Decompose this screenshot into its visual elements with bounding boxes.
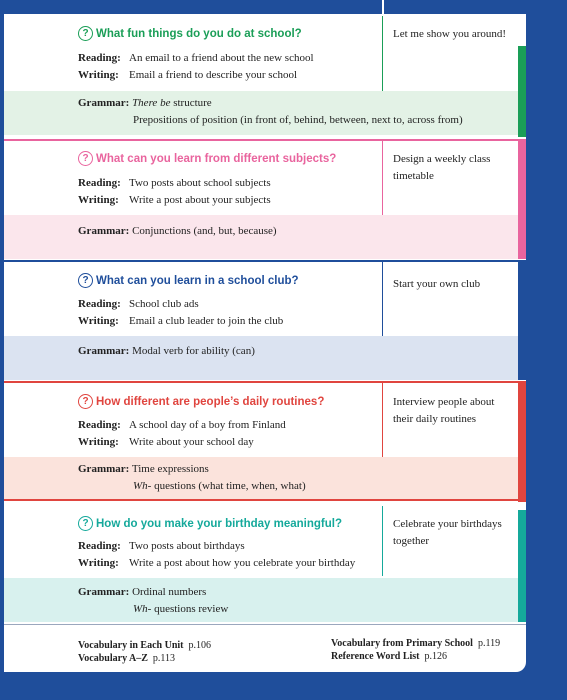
unit-5-project: Celebrate your birthdays together xyxy=(393,518,502,547)
vocab-a-z-link[interactable]: Vocabulary A–Z p.113 xyxy=(78,653,176,664)
contents-page xyxy=(4,0,526,672)
unit-3-block xyxy=(4,260,526,380)
question-icon: ? xyxy=(78,151,93,166)
unit-2-question: ? What can you learn from different subjects? xyxy=(78,151,336,166)
unit-3-reading: Reading: School club ads xyxy=(78,298,199,310)
unit-2-grammar: Grammar: Conjunctions (and, but, because) xyxy=(4,215,518,259)
unit-1-reading: Reading: An email to a friend about the new school xyxy=(78,52,314,64)
unit-5-question: ? How do you make your birthday meaningful? xyxy=(78,516,342,531)
unit-2-block xyxy=(4,139,526,259)
unit-5-block xyxy=(4,504,526,622)
unit-1-grammar: Grammar: There be structure Prepositions of position (in front of, behind, between, next to, across from) xyxy=(4,91,518,135)
unit-4-reading: Reading: A school day of a boy from Finland xyxy=(78,419,286,431)
unit-4-color-bar xyxy=(518,381,526,502)
unit-3-question: ? What can you learn in a school club? xyxy=(78,273,299,288)
unit-3-grammar: Grammar: Modal verb for ability (can) xyxy=(4,336,518,380)
unit-4-question: ? How different are people’s daily routines? xyxy=(78,394,324,409)
unit-1-project: Let me show you around! xyxy=(393,28,507,40)
reference-word-list-link[interactable]: Reference Word List p.126 xyxy=(331,651,448,662)
unit-5-reading: Reading: Two posts about birthdays xyxy=(78,540,245,552)
question-icon: ? xyxy=(78,516,93,531)
unit-4-block xyxy=(4,381,526,502)
unit-5-writing: Writing: Write a post about how you celebrate your birthday xyxy=(78,557,356,569)
unit-5-grammar: Grammar: Ordinal numbers Wh- questions review xyxy=(4,578,518,622)
unit-3-writing: Writing: Email a club leader to join the club xyxy=(78,315,284,327)
unit-2-writing: Writing: Write a post about your subjects xyxy=(78,194,271,206)
unit-5-color-bar xyxy=(518,510,526,622)
unit-1-color-bar xyxy=(518,46,526,137)
unit-2-reading: Reading: Two posts about school subjects xyxy=(78,177,271,189)
unit-4-grammar: Grammar: Time expressions Wh- questions (what time, when, what) xyxy=(4,457,518,501)
unit-1-block xyxy=(4,14,526,137)
question-icon: ? xyxy=(78,26,93,41)
unit-1-writing: Writing: Email a friend to describe your school xyxy=(78,69,298,81)
top-header-bar xyxy=(4,0,526,14)
unit-3-color-bar xyxy=(518,260,526,380)
unit-4-writing: Writing: Write about your school day xyxy=(78,436,254,448)
reference-footer xyxy=(4,624,526,672)
unit-2-color-bar xyxy=(518,139,526,259)
vocab-each-unit-link[interactable]: Vocabulary in Each Unit p.106 xyxy=(78,640,211,651)
unit-3-project: Start your own club xyxy=(393,278,481,290)
unit-1-question: ? What fun things do you do at school? xyxy=(78,26,302,41)
unit-4-project: Interview people about their daily routines xyxy=(393,396,495,425)
question-icon: ? xyxy=(78,273,93,288)
vocab-primary-link[interactable]: Vocabulary from Primary School p.119 xyxy=(331,638,501,649)
question-icon: ? xyxy=(78,394,93,409)
unit-2-project: Design a weekly class timetable xyxy=(393,153,491,182)
